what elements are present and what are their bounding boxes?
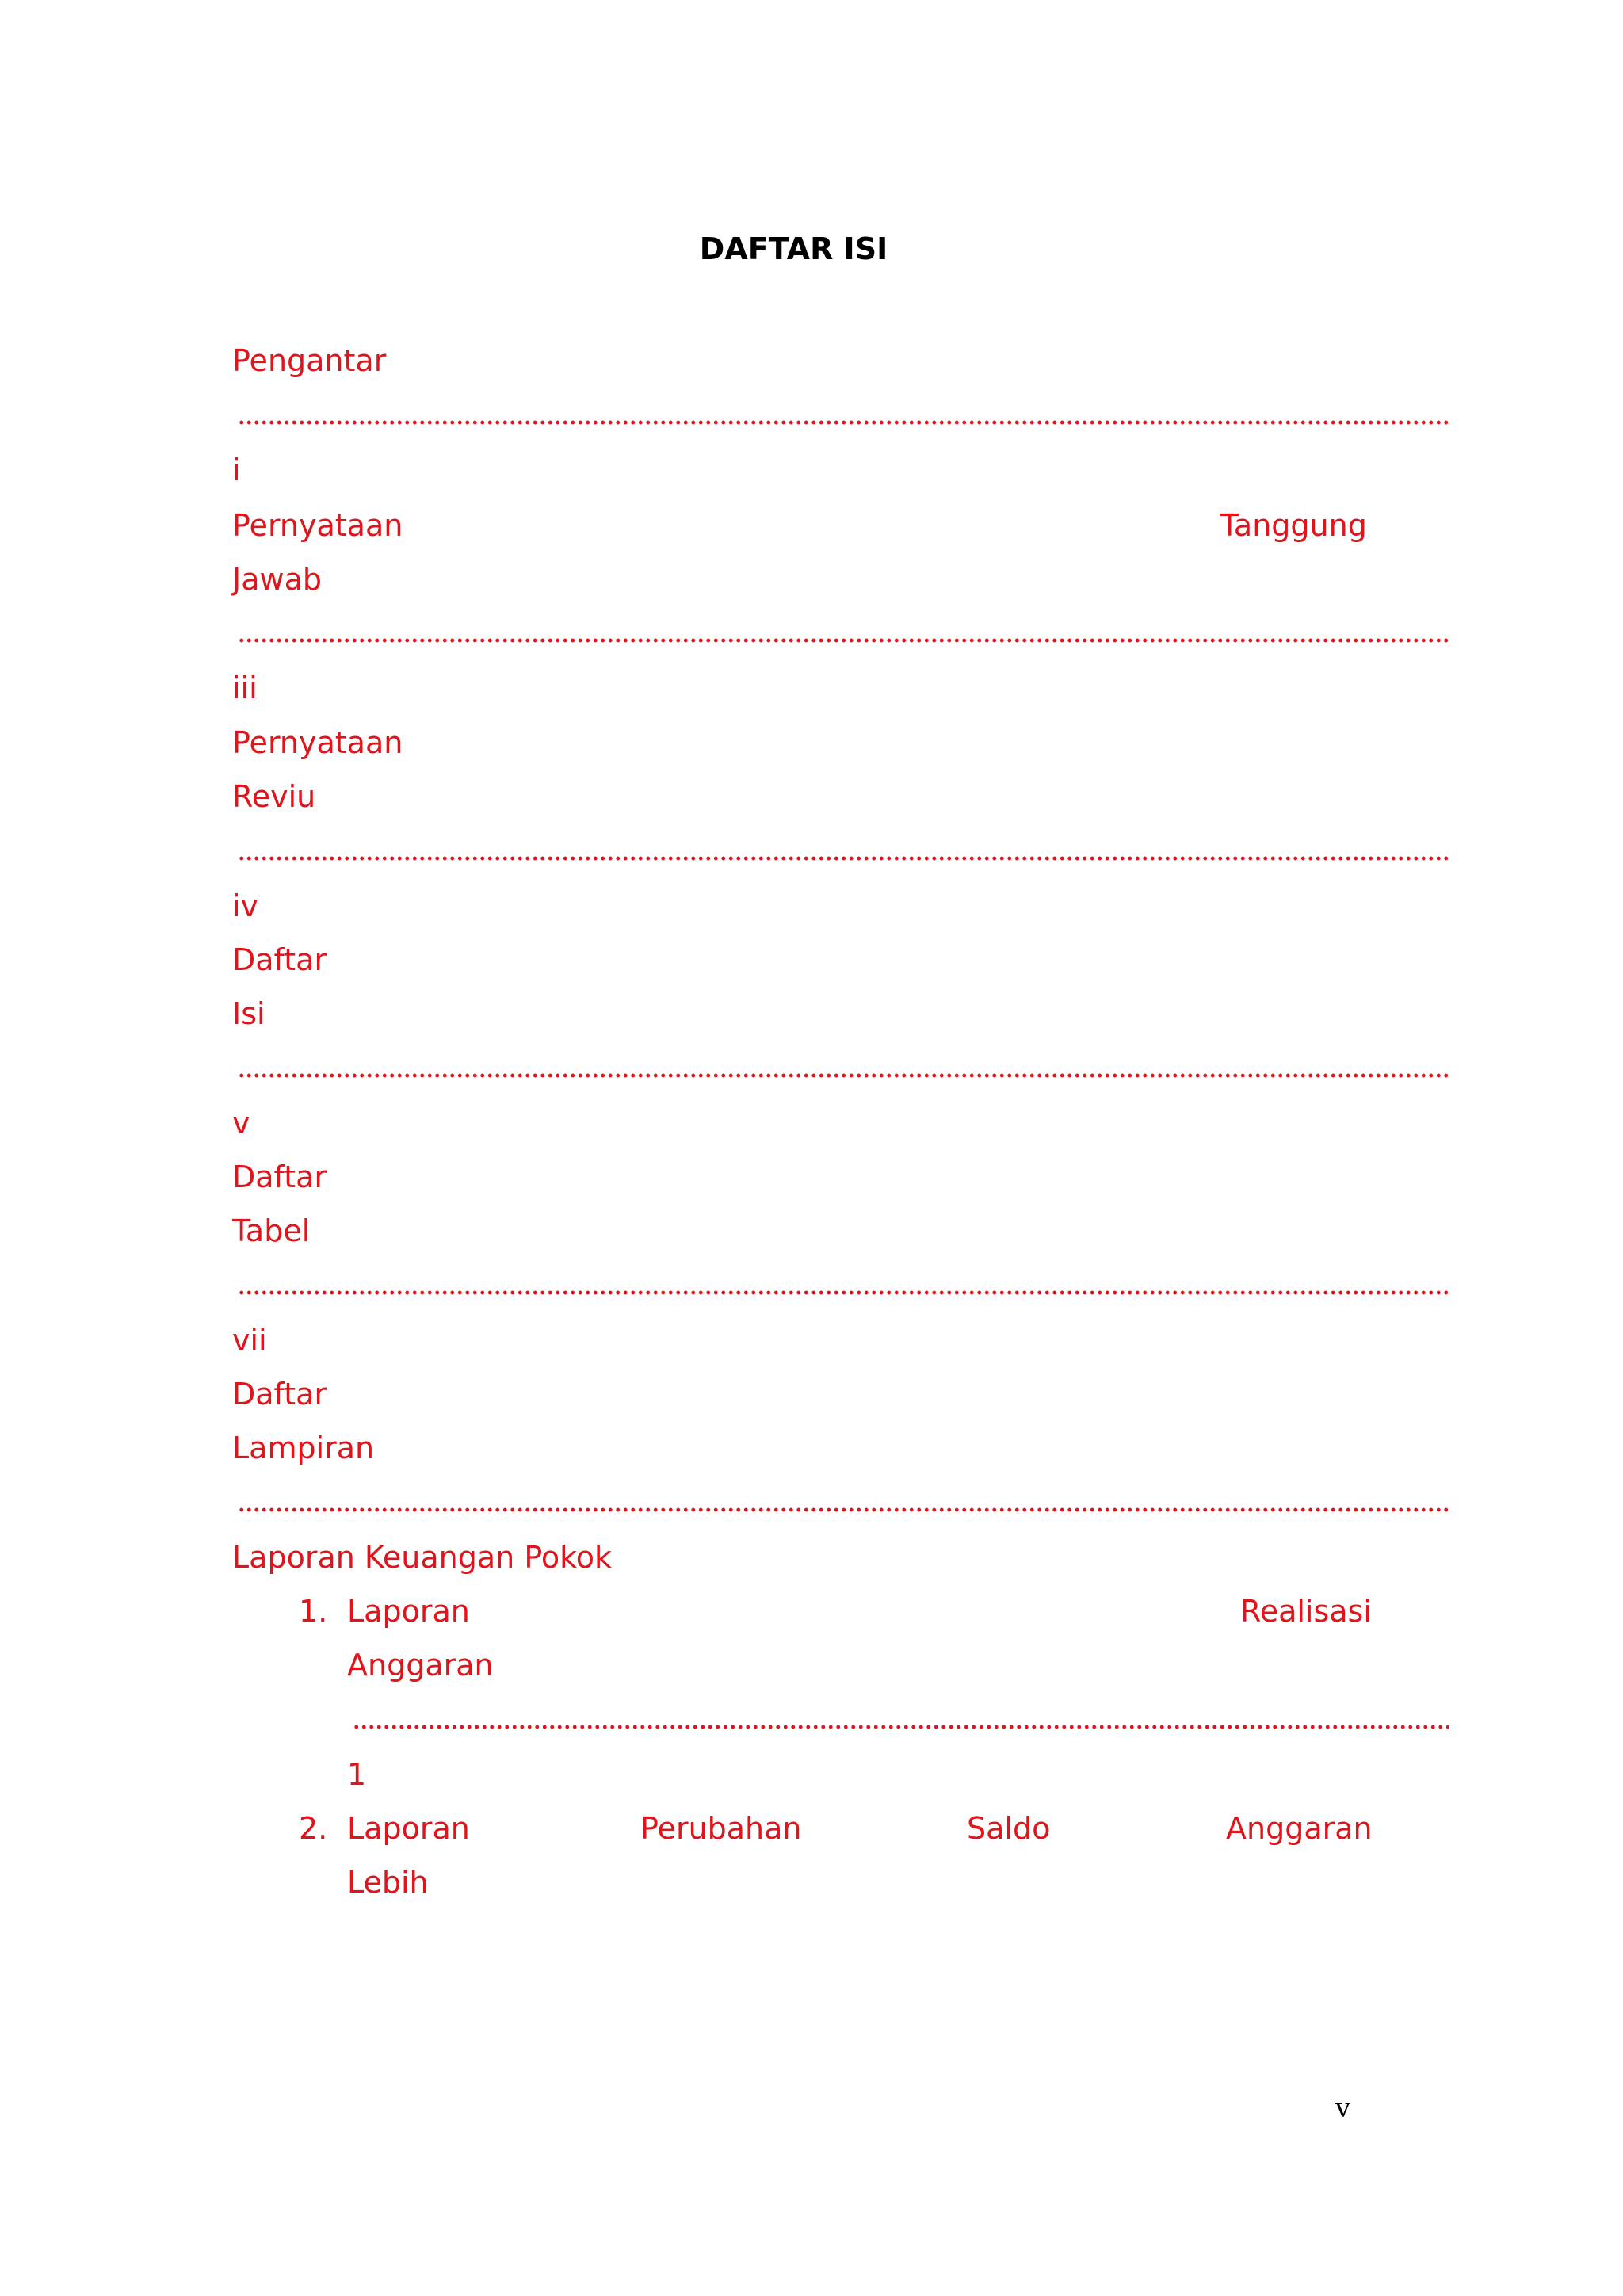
toc-entry-pernyataan-tanggung-jawab[interactable]: Pernyataan — [232, 508, 403, 543]
toc-leader-dots — [238, 1290, 1449, 1295]
toc-leader-dots — [238, 638, 1449, 643]
toc-page-number: 1 — [347, 1757, 367, 1792]
footer-page-number: v — [1335, 2092, 1351, 2124]
toc-leader-dots — [238, 1073, 1449, 1078]
toc-entry-word: Perubahan — [640, 1811, 802, 1846]
toc-item-laporan-realisasi-anggaran[interactable]: Laporan — [347, 1594, 470, 1629]
toc-entry-word: Tanggung — [1220, 508, 1367, 543]
toc-page-number: iii — [232, 670, 258, 705]
toc-leader-dots — [238, 1507, 1449, 1512]
toc-entry-word: Anggaran — [347, 1648, 494, 1683]
toc-entry-word: Realisasi — [1240, 1594, 1372, 1629]
toc-page-number: iv — [232, 888, 259, 923]
toc-item-number: 2. — [299, 1811, 328, 1846]
toc-page-number: i — [232, 453, 241, 487]
toc-entry-word: Isi — [232, 996, 265, 1031]
toc-section-heading[interactable]: Laporan Keuangan Pokok — [232, 1540, 613, 1575]
toc-page-number: v — [232, 1106, 250, 1140]
toc-entry-daftar-tabel[interactable]: Daftar — [232, 1159, 327, 1194]
toc-leader-dots — [238, 856, 1449, 861]
toc-leader-dots — [353, 1725, 1449, 1729]
toc-entry-pernyataan-reviu[interactable]: Pernyataan — [232, 725, 403, 760]
toc-entry-word: Lampiran — [232, 1431, 375, 1465]
toc-entry-word: Reviu — [232, 779, 316, 814]
toc-entry-word: Anggaran — [1226, 1811, 1373, 1846]
toc-item-number: 1. — [299, 1594, 328, 1629]
toc-item-laporan-perubahan-sal[interactable]: Laporan — [347, 1811, 470, 1846]
toc-entry-word: Jawab — [232, 562, 322, 597]
toc-entry-daftar-isi[interactable]: Daftar — [232, 942, 327, 977]
toc-entry-word: Saldo — [967, 1811, 1051, 1846]
toc-leader-dots — [238, 420, 1449, 425]
toc-entry-daftar-lampiran[interactable]: Daftar — [232, 1377, 327, 1412]
toc-entry-pengantar[interactable]: Pengantar — [232, 343, 387, 378]
page-title: DAFTAR ISI — [699, 231, 888, 266]
toc-entry-word: Tabel — [232, 1213, 311, 1248]
toc-entry-word: Lebih — [347, 1865, 429, 1900]
toc-page-number: vii — [232, 1323, 267, 1358]
